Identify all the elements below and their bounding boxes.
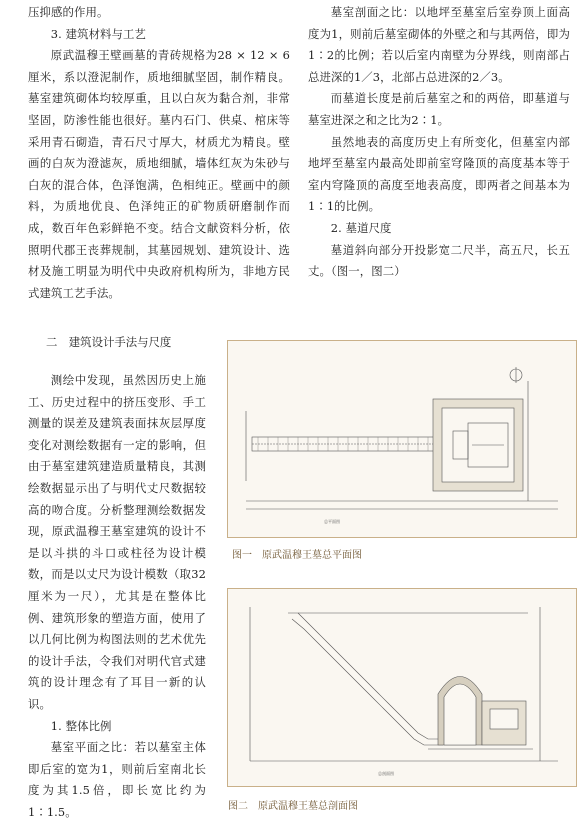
paragraph: 虽然地表的高度历史上有所变化，但墓室内部地坪至墓室内最高处即前室穹隆顶的高度基本等于室内穹隆顶的高度至地表高度，即两者之间基本为1∶1的比例。 <box>308 134 570 214</box>
paragraph: 墓室平面之比：若以墓室主体即后室的宽为1，则前后室南北长度为其1.5倍，即长宽比约为1∶1.5。 <box>28 740 206 819</box>
figure-section <box>227 588 577 787</box>
left-column-top <box>28 2 290 304</box>
paragraph: 而墓道长度是前后墓室之和的两倍，即墓道与墓室进深之和之比为2∶1。 <box>308 91 570 127</box>
site-plan-drawing <box>228 341 576 537</box>
figure-label: 总平面图 <box>324 519 340 524</box>
paragraph: 墓道斜向部分开投影宽二尺半，高五尺，长五丈。（图一，图二） <box>308 242 570 279</box>
subheading: 1. 整体比例 <box>50 718 112 733</box>
figure-label: 总剖面图 <box>378 771 394 776</box>
section-drawing <box>228 589 576 786</box>
subheading: 3. 建筑材料与工艺 <box>50 26 147 41</box>
subheading: 2. 墓道尺度 <box>330 220 392 235</box>
paragraph: 测绘中发现，虽然因历史上施工、历史过程中的挤压变形、手工测量的误差及建筑表面抹灰层厚度变化对测绘数据有一定的影响，但由于墓室建筑建造质量精良，其测绘数据显示出了与明代丈尺数据较高的吻合度。分析整理测绘数据发现，原武温穆王墓室建筑的设计不是以斗拱的斗口或柱径为设计模数，而是以丈尺为设计模数（取32厘米为一尺），尤其是在整体比例、建筑形象的塑造方面，使用了以几何比例为构图法则的艺术优先的设计手法，令我们对明代官式建筑的设计理念有了耳目一新的认识。 <box>28 373 206 711</box>
left-column-bottom <box>28 370 206 823</box>
paragraph: 压抑感的作用。 <box>28 5 109 19</box>
right-column-top <box>308 2 570 283</box>
paragraph: 原武温穆王壁画墓的青砖规格为28 × 12 × 6厘米，系以澄泥制作，质地细腻坚固，制作精良。墓室建筑砌体均较厚重，且以白灰为黏合剂，非常坚固，防渗性能也很好。墓内石门、供桌、棺床等采用青石砌造，青石尺寸厚大，材质尤为精良。壁画的白灰为澄滤灰，质地细腻，墙体红灰为朱砂与白灰的混合体，色泽饱满，色相纯正。壁画中的颜料，为质地优良、色泽纯正的矿物质研磨制作而成，数百年色彩鲜艳不变。结合文献资料分析，依照明代郡王丧葬规制，其墓园规划、建筑设计、选材及施工明显为明代中央政府机构所为，非地方民式建筑工艺手法。 <box>28 48 290 300</box>
figure-site-plan <box>227 340 577 538</box>
figure-caption: 图二 原武温穆王墓总剖面图 <box>228 801 358 812</box>
figure-caption: 图一 原武温穆王墓总平面图 <box>232 550 362 561</box>
paragraph: 墓室剖面之比：以地坪至墓室后室券顶上面高度为1，则前后墓室砌体的外壁之和与其两倍，即为1∶2的比例；若以后室内南壁为分界线，则南部占总进深的1／3，北部占总进深的2／3。 <box>308 5 570 84</box>
section-heading: 二 建筑设计手法与尺度 <box>46 335 172 349</box>
